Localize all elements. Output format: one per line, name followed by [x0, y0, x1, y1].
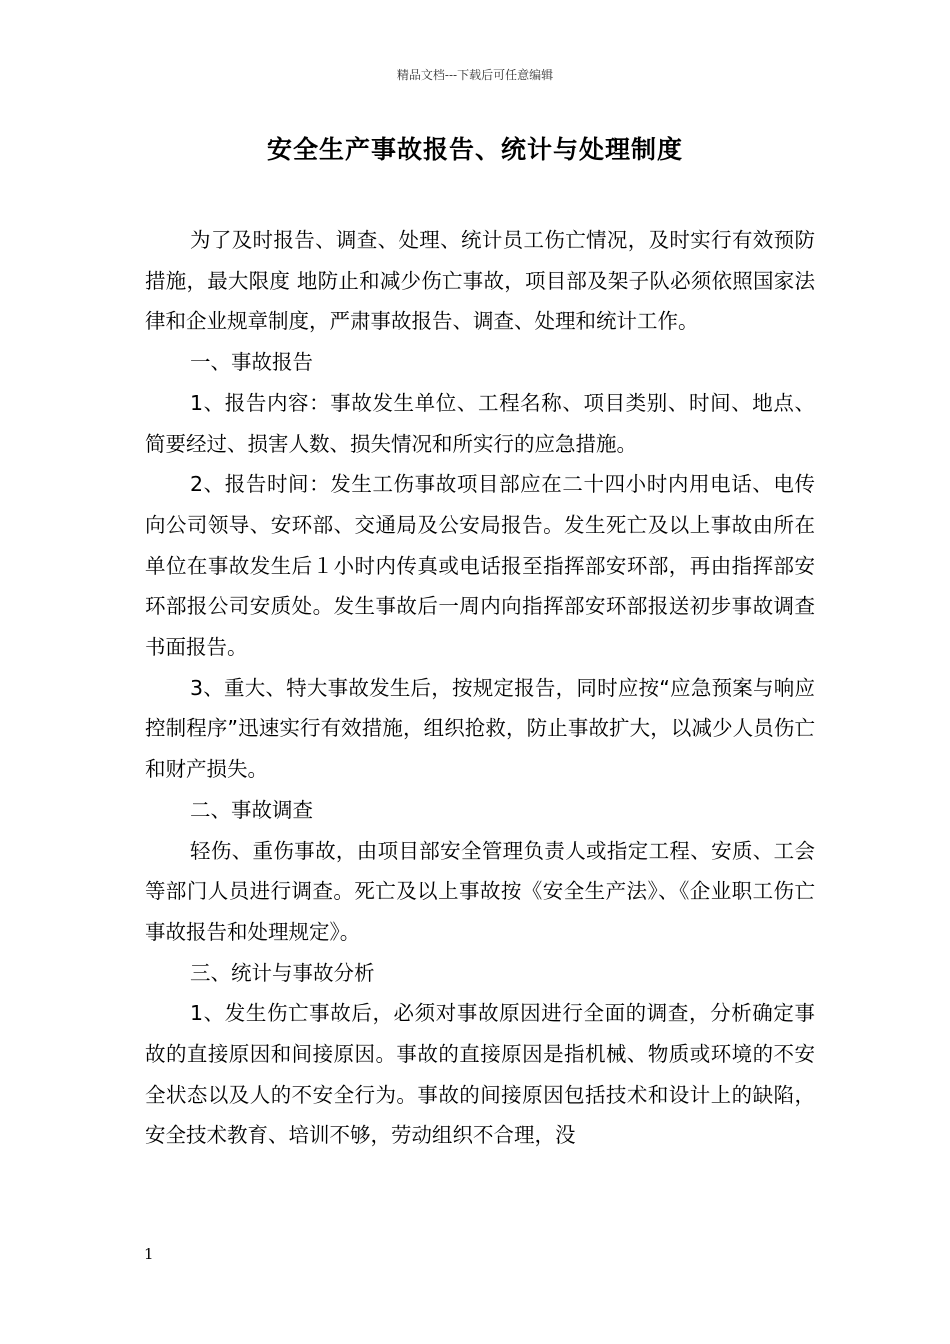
section-heading-accident-investigation: 二、事故调查 [190, 797, 313, 822]
page-number: 1 [144, 1245, 154, 1263]
document-title: 安全生产事故报告、统计与处理制度 [266, 135, 683, 164]
section-heading-accident-report: 一、事故报告 [190, 350, 313, 375]
paragraph-cause-analysis: 1、发生伤亡事故后，必须对事故原因进行全面的调查，分析确定事故的直接原因和间接原因。事故的直接原因是指机械、物质或环境的不安全状态以及人的不安全行为。事故的间接原因包括技术和设计上的缺陷，安全技术教育、培训不够，劳动组织不合理，没 [145, 1001, 815, 1148]
paragraph-major-accident: 3、重大、特大事故发生后，按规定报告，同时应按“应急预案与响应控制程序”迅速实行有效措施，组织抢救，防止事故扩大，以减少人员伤亡和财产损失。 [145, 675, 815, 782]
section-heading-statistics-analysis: 三、统计与事故分析 [190, 960, 375, 985]
paragraph-report-time: 2、报告时间：发生工伤事故项目部应在二十四小时内用电话、电传向公司领导、安环部、交通局及公安局报告。发生死亡及以上事故由所在单位在事故发生后１小时内传真或电话报至指挥部安环部，再由指挥部安环部报公司安质处。发生事故后一周内向指挥部安环部报送初步事故调查书面报告。 [145, 472, 815, 660]
paragraph-investigation: 轻伤、重伤事故，由项目部安全管理负责人或指定工程、安质、工会等部门人员进行调查。死亡及以上事故按《安全生产法》、《企业职工伤亡事故报告和处理规定》。 [145, 838, 815, 944]
header-note: 精品文档---下载后可任意编辑 [396, 68, 554, 82]
paragraph-report-content: 1、报告内容：事故发生单位、工程名称、项目类别、时间、地点、简要经过、损害人数、损失情况和所实行的应急措施。 [145, 390, 815, 456]
paragraph-intro: 为了及时报告、调查、处理、统计员工伤亡情况，及时实行有效预防措施，最大限度 地防止和减少伤亡事故，项目部及架子队必须依照国家法律和企业规章制度，严肃事故报告、调查、处理和统计工作。 [145, 228, 815, 334]
document-body [145, 220, 815, 1156]
